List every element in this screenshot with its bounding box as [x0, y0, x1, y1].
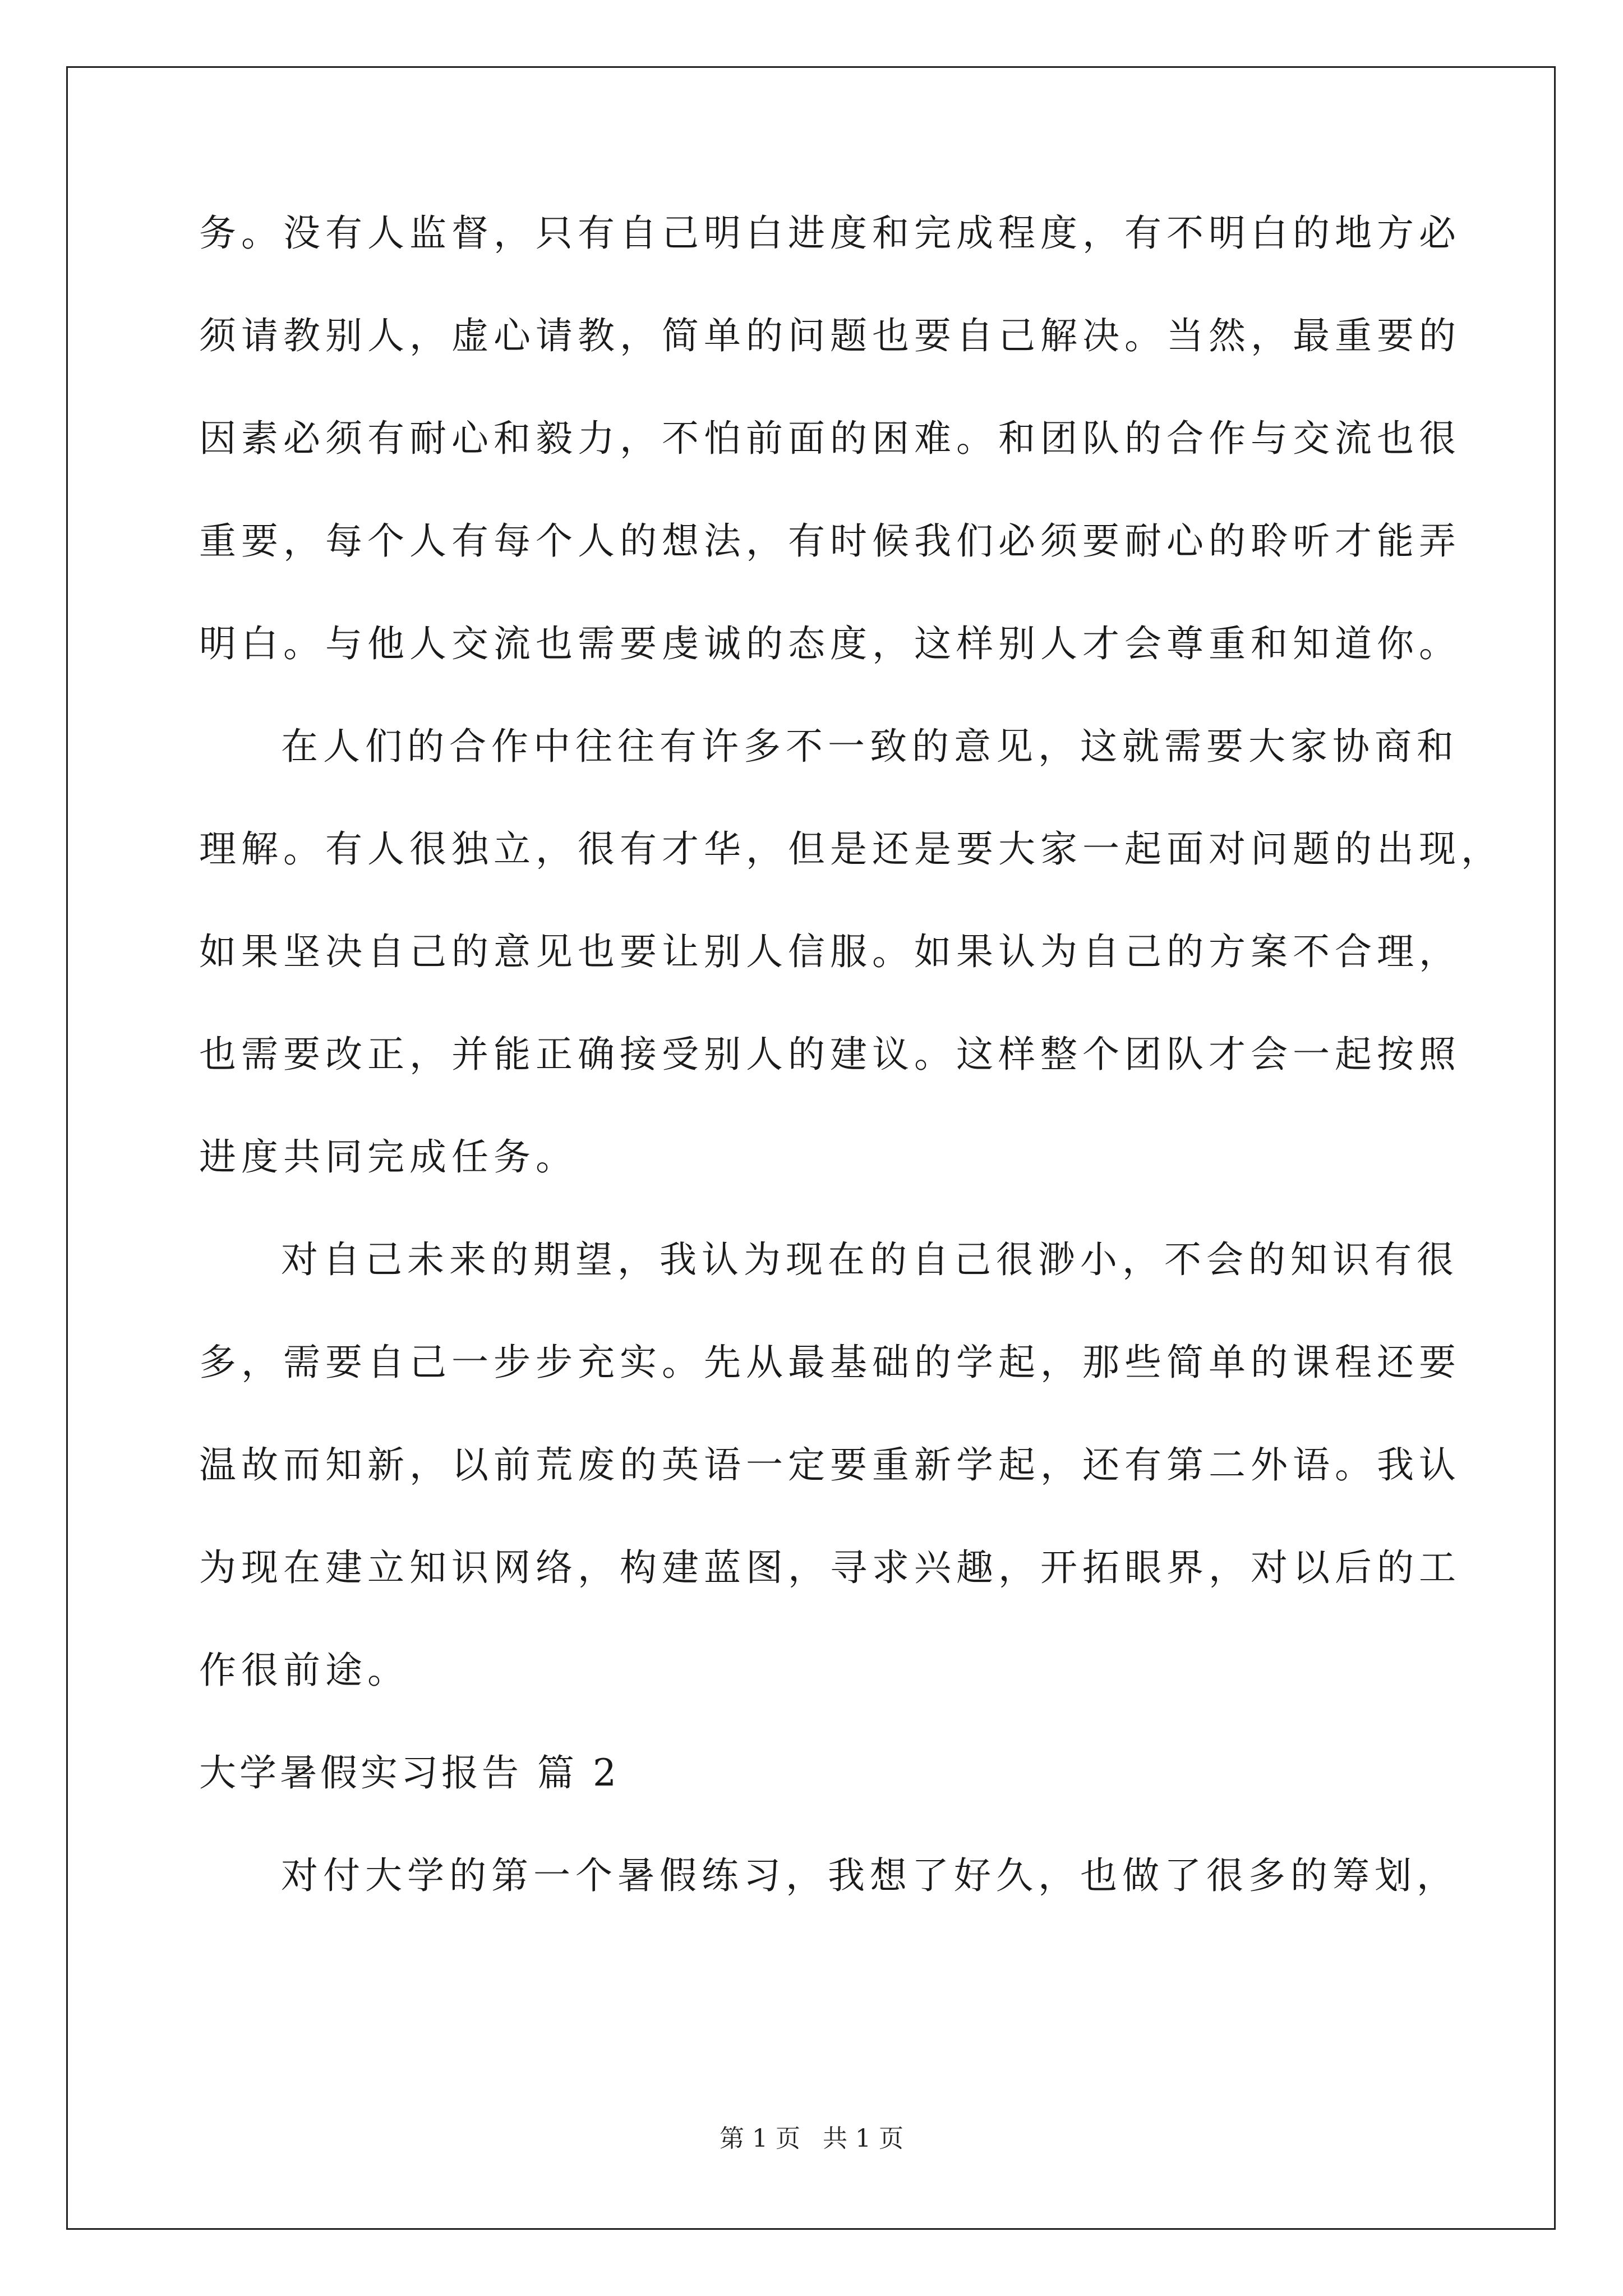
text-line: 温故而知新，以前荒废的英语一定要重新学起，还有第二外语。我认: [199, 1443, 1461, 1487]
paragraph-start-line: 在人们的合作中往往有许多不一致的意见，这就需要大家协商和: [281, 725, 1459, 768]
page-total: 共 1 页: [823, 2124, 903, 2153]
text-line: 须请教别人，虚心请教，简单的问题也要自己解决。当然，最重要的: [199, 314, 1461, 357]
text-line: 明白。与他人交流也需要虔诚的态度，这样别人才会尊重和知道你。: [199, 622, 1461, 665]
text-line: 为现在建立知识网络，构建蓝图，寻求兴趣，开拓眼界，对以后的工: [199, 1546, 1461, 1589]
text-line: 务。没有人监督，只有自己明白进度和完成程度，有不明白的地方必: [199, 211, 1461, 255]
text-line: 如果坚决自己的意见也要让别人信服。如果认为自己的方案不合理，: [199, 930, 1461, 973]
document-body: [199, 211, 1503, 1897]
text-line: 作很前途。: [199, 1649, 409, 1692]
text-line: 因素必须有耐心和毅力，不怕前面的困难。和团队的合作与交流也很: [199, 417, 1461, 460]
text-line: 也需要改正，并能正确接受别人的建议。这样整个团队才会一起按照: [199, 1033, 1461, 1076]
text-line: 进度共同完成任务。: [199, 1135, 578, 1179]
text-line: 理解。有人很独立，很有才华，但是还是要大家一起面对问题的出现，: [199, 827, 1503, 871]
section-heading: 大学暑假实习报告 篇 2: [199, 1751, 620, 1795]
page-footer: [0, 2125, 1623, 2153]
page-number: 第 1 页: [720, 2124, 800, 2153]
text-line: 重要，每个人有每个人的想法，有时候我们必须要耐心的聆听才能弄: [199, 519, 1461, 563]
paragraph-start-line: 对付大学的第一个暑假练习，我想了好久，也做了很多的筹划，: [281, 1854, 1459, 1897]
paragraph-start-line: 对自己未来的期望，我认为现在的自己很渺小，不会的知识有很: [281, 1238, 1459, 1281]
text-line: 多，需要自己一步步充实。先从最基础的学起，那些简单的课程还要: [199, 1341, 1461, 1384]
